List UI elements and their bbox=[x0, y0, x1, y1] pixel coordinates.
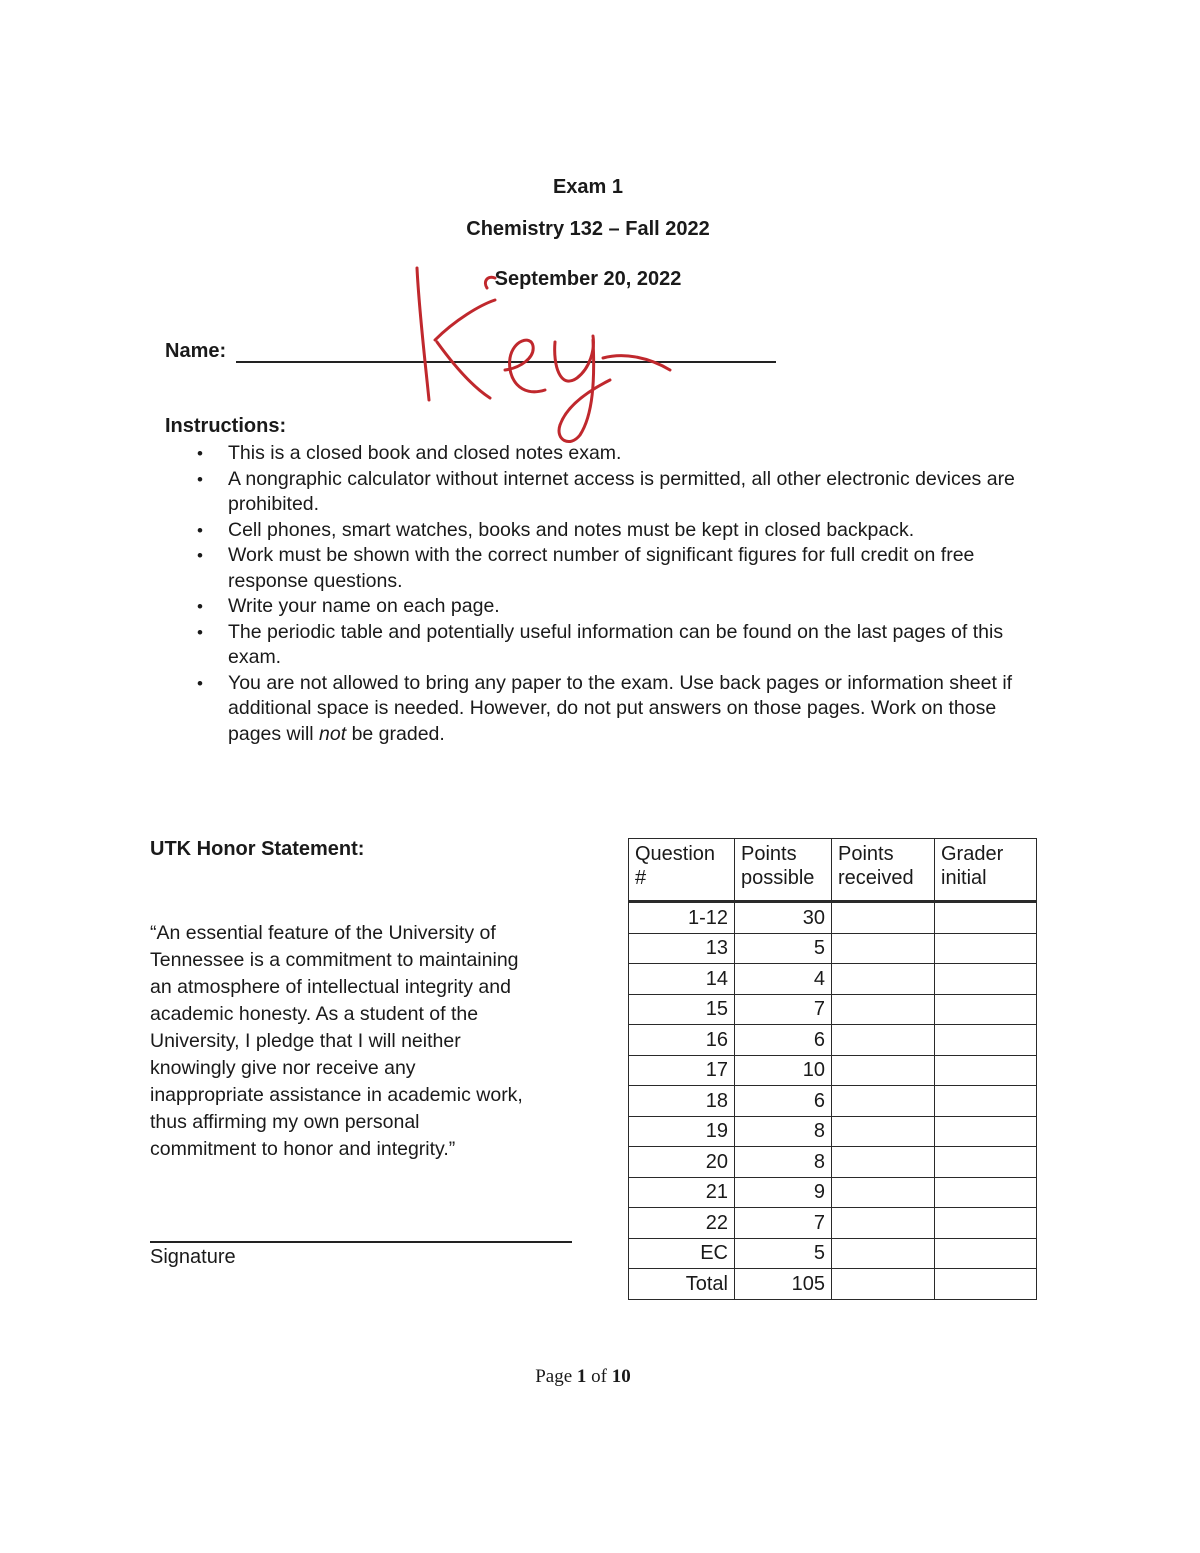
instruction-item: • A nongraphic calculator without internet access is permitted, all other electronic devices are prohibited. bbox=[228, 467, 1018, 518]
question-cell: 1-12 bbox=[629, 902, 735, 934]
emphasis-not: not bbox=[319, 722, 347, 745]
points-received-cell[interactable] bbox=[832, 902, 935, 934]
grader-initial-cell[interactable] bbox=[935, 933, 1037, 964]
grader-initial-cell[interactable] bbox=[935, 1177, 1037, 1208]
points-possible-cell: 8 bbox=[735, 1147, 832, 1178]
course-title: Chemistry 132 – Fall 2022 bbox=[466, 218, 710, 240]
points-possible-cell: 4 bbox=[735, 964, 832, 995]
points-possible-cell: 7 bbox=[735, 1208, 832, 1239]
points-received-cell[interactable] bbox=[832, 1086, 935, 1117]
header-points-received: Points received bbox=[832, 839, 935, 902]
question-cell: 22 bbox=[629, 1208, 735, 1239]
points-received-cell[interactable] bbox=[832, 1238, 935, 1269]
table-row bbox=[629, 1238, 1037, 1269]
points-possible-cell: 10 bbox=[735, 1055, 832, 1086]
points-received-cell[interactable] bbox=[832, 1025, 935, 1056]
table-row bbox=[629, 994, 1037, 1025]
points-received-cell[interactable] bbox=[832, 1177, 935, 1208]
table-row bbox=[629, 1055, 1037, 1086]
page-total: 10 bbox=[611, 1366, 631, 1387]
grader-initial-cell[interactable] bbox=[935, 1116, 1037, 1147]
grader-initial-cell[interactable] bbox=[935, 1147, 1037, 1178]
table-row bbox=[629, 1147, 1037, 1178]
table-row bbox=[629, 1025, 1037, 1056]
score-table-header-row bbox=[629, 839, 1037, 902]
table-row bbox=[629, 1116, 1037, 1147]
points-possible-cell: 8 bbox=[735, 1116, 832, 1147]
instruction-item: • Write your name on each page. bbox=[228, 594, 1018, 620]
question-cell: 16 bbox=[629, 1025, 735, 1056]
handwritten-key bbox=[395, 250, 695, 450]
grader-initial-cell[interactable] bbox=[935, 902, 1037, 934]
grader-initial-cell[interactable] bbox=[935, 1269, 1037, 1300]
page-footer bbox=[0, 1366, 1166, 1388]
points-received-cell[interactable] bbox=[832, 1269, 935, 1300]
question-cell: 18 bbox=[629, 1086, 735, 1117]
points-possible-cell: 5 bbox=[735, 1238, 832, 1269]
honor-statement-heading: UTK Honor Statement: bbox=[150, 838, 365, 860]
points-received-cell[interactable] bbox=[832, 1208, 935, 1239]
grader-initial-cell[interactable] bbox=[935, 994, 1037, 1025]
exam-date: September 20, 2022 bbox=[494, 268, 682, 290]
points-possible-cell: 6 bbox=[735, 1025, 832, 1056]
exam-title: Exam 1 bbox=[552, 176, 624, 198]
points-possible-cell: 6 bbox=[735, 1086, 832, 1117]
points-received-cell[interactable] bbox=[832, 964, 935, 995]
question-cell: 13 bbox=[629, 933, 735, 964]
honor-statement-text: “An essential feature of the University of Tennessee is a commitment to maintaining an atmosphere of intellectual integrity and academic honesty. As a student of the University, I pledge that I will neither knowingly give nor receive any inappropriate assistance in academic work, thus affirming my own personal commitment to honor and integrity.” bbox=[150, 922, 523, 1160]
question-cell: 20 bbox=[629, 1147, 735, 1178]
points-received-cell[interactable] bbox=[832, 1055, 935, 1086]
instruction-item: • This is a closed book and closed notes exam. bbox=[228, 441, 1018, 467]
points-received-cell[interactable] bbox=[832, 1116, 935, 1147]
table-row bbox=[629, 964, 1037, 995]
grader-initial-cell[interactable] bbox=[935, 1055, 1037, 1086]
points-possible-cell: 7 bbox=[735, 994, 832, 1025]
question-cell: 14 bbox=[629, 964, 735, 995]
grader-initial-cell[interactable] bbox=[935, 1025, 1037, 1056]
header-grader-initial: Grader initial bbox=[935, 839, 1037, 902]
question-cell: Total bbox=[629, 1269, 735, 1300]
name-label: Name: bbox=[165, 340, 227, 362]
points-received-cell[interactable] bbox=[832, 994, 935, 1025]
question-cell: 19 bbox=[629, 1116, 735, 1147]
question-cell: 21 bbox=[629, 1177, 735, 1208]
header-points-possible: Points possible bbox=[735, 839, 832, 902]
signature-label: Signature bbox=[150, 1246, 236, 1268]
question-cell: EC bbox=[629, 1238, 735, 1269]
points-possible-cell: 9 bbox=[735, 1177, 832, 1208]
table-row bbox=[629, 1269, 1037, 1300]
points-possible-cell: 5 bbox=[735, 933, 832, 964]
instruction-item: • The periodic table and potentially useful information can be found on the last pages of this exam. bbox=[228, 620, 1018, 671]
of-word: of bbox=[591, 1366, 607, 1387]
instructions-list bbox=[228, 441, 1018, 747]
points-possible-cell: 30 bbox=[735, 902, 832, 934]
instruction-item: • Work must be shown with the correct number of significant figures for full credit on free response questions. bbox=[228, 543, 1018, 594]
instruction-item: • Cell phones, smart watches, books and notes must be kept in closed backpack. bbox=[228, 518, 1018, 544]
points-possible-cell: 105 bbox=[735, 1269, 832, 1300]
page-word: Page bbox=[535, 1366, 573, 1387]
grader-initial-cell[interactable] bbox=[935, 1208, 1037, 1239]
page-current: 1 bbox=[576, 1366, 587, 1387]
score-table bbox=[628, 838, 1037, 1300]
table-row bbox=[629, 1177, 1037, 1208]
grader-initial-cell[interactable] bbox=[935, 1086, 1037, 1117]
signature-line[interactable] bbox=[150, 1241, 572, 1243]
grader-initial-cell[interactable] bbox=[935, 964, 1037, 995]
table-row bbox=[629, 1208, 1037, 1239]
table-row bbox=[629, 902, 1037, 934]
instruction-item: • You are not allowed to bring any paper to the exam. Use back pages or information sheet if additional space is needed. However, do not put answers on those pages. Work on those pages will not be graded. bbox=[228, 671, 1018, 748]
instructions-heading: Instructions: bbox=[165, 415, 287, 437]
question-cell: 17 bbox=[629, 1055, 735, 1086]
table-row bbox=[629, 1086, 1037, 1117]
points-received-cell[interactable] bbox=[832, 1147, 935, 1178]
header-question: Question # bbox=[629, 839, 735, 902]
grader-initial-cell[interactable] bbox=[935, 1238, 1037, 1269]
points-received-cell[interactable] bbox=[832, 933, 935, 964]
question-cell: 15 bbox=[629, 994, 735, 1025]
table-row bbox=[629, 933, 1037, 964]
